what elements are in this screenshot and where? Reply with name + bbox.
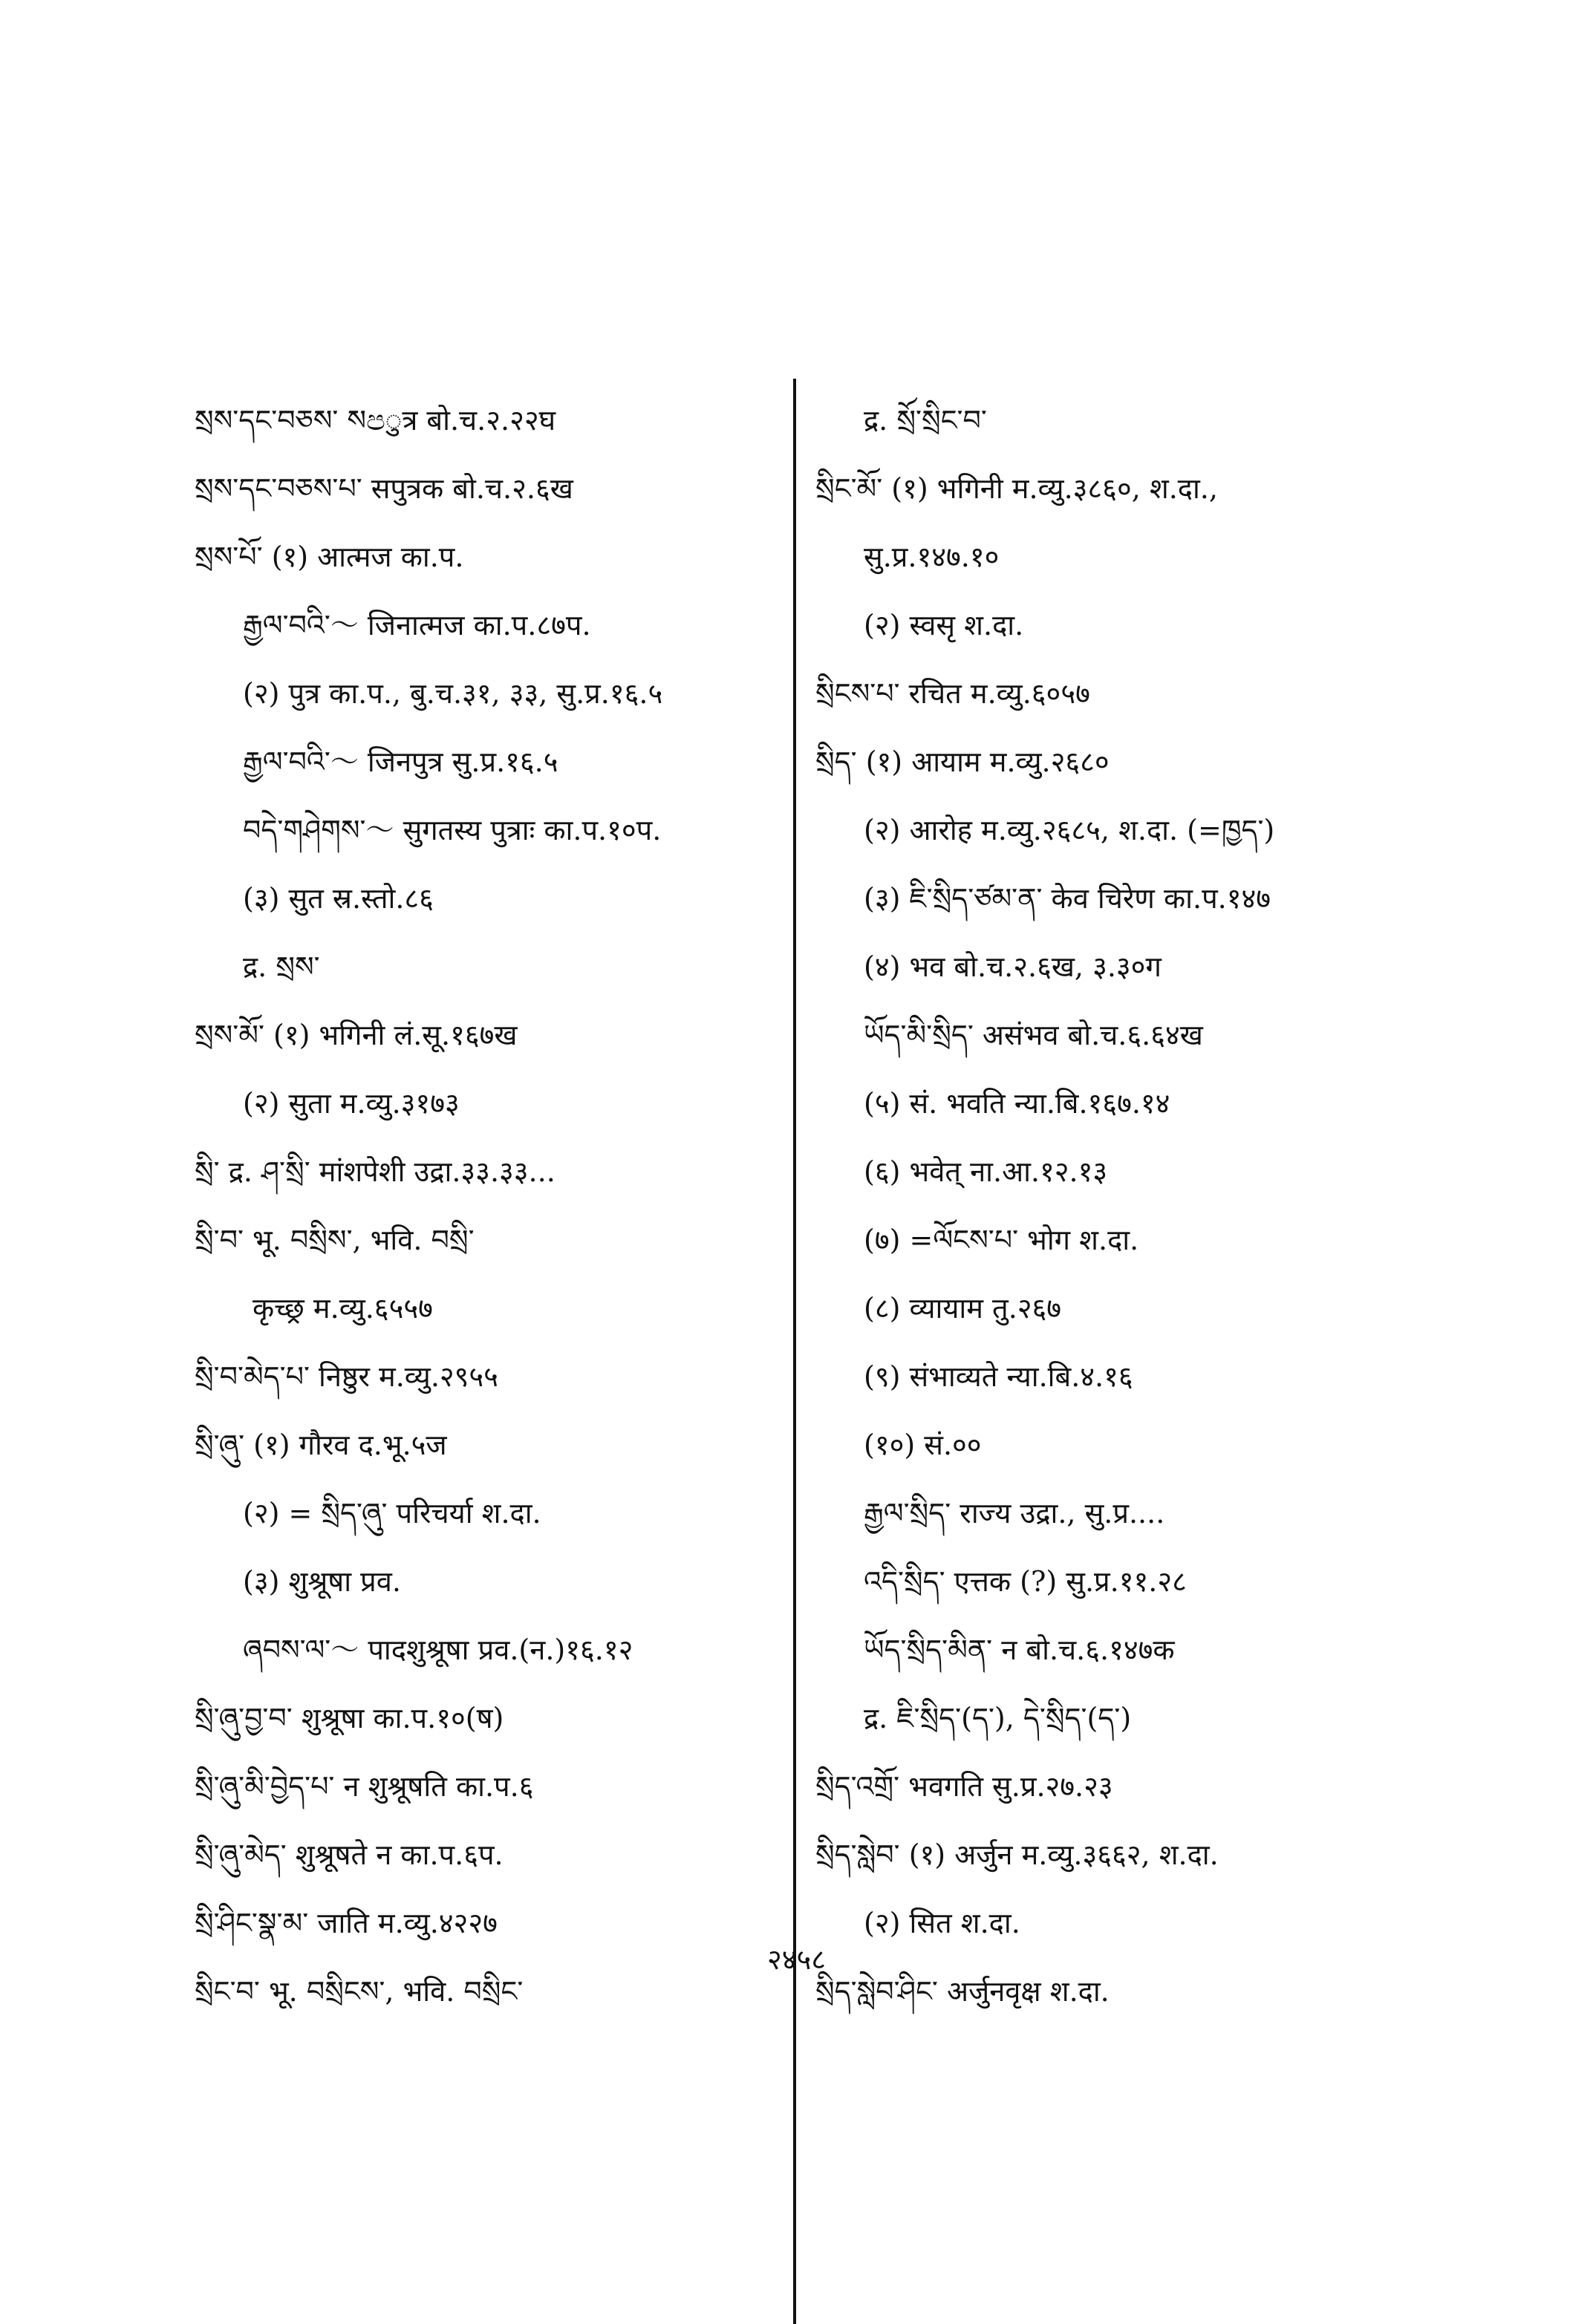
dictionary-entry: སྲི་ཞུ་མེད་ शुश्रूषते न का.प.६प. [195, 1838, 504, 1871]
dictionary-entry: (२) सित श.दा. [864, 1907, 1020, 1939]
dictionary-entry: ཡོད་སྲིད་མིན་ न बो.च.६.१४७क [864, 1633, 1175, 1666]
dictionary-entry: द्र. ཇི་སྲིད་(ད་), དེ་སྲིད་(ད་) [864, 1702, 1132, 1734]
dictionary-entry: (३) ཇི་སྲིད་ཙམ་ན་ केव चिरेण का.प.१४७ [864, 882, 1271, 915]
dictionary-entry: སྲི་བ་ भू. བསྲིས་, भवि. བསྲི་ [195, 1224, 475, 1256]
dictionary-entry: སྲས་དང་བཅས་པ་ सपुत्रक बो.च.२.६ख [195, 472, 573, 505]
dictionary-entry: རྒྱལ་སྲིད་ राज्य उद्रा., सु.प्र.... [864, 1497, 1165, 1530]
dictionary-entry: སྲས་པོ་ (१) आत्मज का.प. [195, 541, 464, 573]
dictionary-entry: སྲིངས་པ་ रचित म.व्यु.६०५७ [815, 677, 1090, 710]
dictionary-entry: (९) संभाव्यते न्या.बि.४.१६ [864, 1360, 1133, 1393]
dictionary-entry: སྲིད་སླེབ་ཤིང་ अर्जुनवृक्ष श.दा. [815, 1975, 1110, 2008]
dictionary-entry: द्र. སྲོ་སྲིང་བ་ [864, 404, 987, 437]
dictionary-entry: སྲིད་སླེབ་ (१) अर्जुन म.व्यु.३६६२, श.दा. [815, 1838, 1219, 1871]
page-number: २४५८ [766, 1943, 827, 1976]
dictionary-entry: ཞབས་ལ་～ पादशुश्रूषा प्रव.(न.)१६.१२ [243, 1633, 633, 1666]
dictionary-entry: (२) पुत्र का.प., बु.च.३१, ३३, सु.प्र.१६.५ [243, 677, 663, 710]
left-column [195, 386, 789, 2026]
dictionary-entry: སྲས་མོ་ (१) भगिनी लं.सू.१६७ख [195, 1019, 518, 1051]
right-column [815, 386, 1424, 2026]
dictionary-entry: (४) भव बो.च.२.६ख, ३.३०ग [864, 950, 1162, 983]
dictionary-entry: द्र. སྲས་ [243, 950, 320, 983]
dictionary-entry: सु.प्र.१४७.१० [864, 541, 1000, 573]
dictionary-entry: (२) = སྲིད་ཞུ་ परिचर्या श.दा. [243, 1497, 541, 1530]
dictionary-entry: (८) व्यायाम तु.२६७ [864, 1292, 1062, 1325]
column-divider [793, 379, 796, 2324]
dictionary-entry: ཡོད་མི་སྲིད་ असंभव बो.च.६.६४ख [864, 1019, 1203, 1051]
dictionary-entry: (२) सुता म.व्यु.३१७३ [243, 1087, 460, 1120]
dictionary-entry: སྲི་ཞུ་ (१) गौरव द.भू.५ज [195, 1429, 447, 1461]
dictionary-entry: (३) सुत स्र.स्तो.८६ [243, 882, 434, 915]
dictionary-entry: རྒྱལ་བའི་～ जिनपुत्र सु.प्र.१६.५ [243, 745, 558, 778]
dictionary-entry: བདེ་གཤེགས་～ सुगतस्य पुत्राः का.प.१०प. [243, 814, 662, 846]
dictionary-entry: (३) शुश्रूषा प्रव. [243, 1565, 401, 1598]
dictionary-entry: སྲི་ द्र. ཤ་སྲི་ मांशपेशी उद्रा.३३.३३... [195, 1155, 556, 1188]
dictionary-entry: कृच्छ्र म.व्यु.६५५७ [253, 1292, 433, 1325]
dictionary-entry: སྲས་དང་བཅས་ སපुत्र बो.च.२.२२घ [195, 404, 556, 437]
dictionary-entry: (१०) सं.०० [864, 1429, 982, 1461]
dictionary-entry: རྒྱལ་བའི་～ जिनात्मज का.प.८७प. [243, 609, 591, 642]
dictionary-entry: སྲིད་ (१) आयाम म.व्यु.२६८० [815, 745, 1110, 778]
dictionary-entry: སྲི་བ་མེད་པ་ निष्ठुर म.व्यु.२९५५ [195, 1360, 498, 1393]
dictionary-entry: སྲི་ཞུ་བྱ་བ་ शुश्रूषा का.प.१०(ष) [195, 1702, 504, 1734]
dictionary-entry: སྲིང་བ་ भू. བསྲིངས་, भवि. བསྲིང་ [195, 1975, 524, 2008]
dictionary-entry: (२) आरोह म.व्यु.२६८५, श.दा. (=ཁྱད་) [864, 814, 1275, 846]
dictionary-entry: (७) =ལོངས་པ་ भोग श.दा. [864, 1224, 1139, 1256]
dictionary-entry: (२) स्वसृ श.दा. [864, 609, 1024, 642]
dictionary-entry: འདི་སྲིད་ एत्तक (?) सु.प्र.११.२८ [864, 1565, 1187, 1598]
dictionary-entry: སྲིད་འགྲོ་ भवगति सु.प्र.२७.२३ [815, 1770, 1113, 1803]
dictionary-entry: སྲི་ཤིང་སྣ་མ་ जाति म.व्यु.४२२७ [195, 1907, 498, 1939]
dictionary-entry: (५) सं. भवति न्या.बि.१६७.१४ [864, 1087, 1170, 1120]
dictionary-entry: སྲིང་མོ་ (१) भगिनी म.व्यु.३८६०, श.दा., [815, 472, 1218, 505]
dictionary-entry: སྲི་ཞུ་མི་བྱེད་པ་ न शुश्रूषति का.प.६ [195, 1770, 534, 1803]
dictionary-entry: (६) भवेत् ना.आ.१२.१३ [864, 1155, 1108, 1188]
